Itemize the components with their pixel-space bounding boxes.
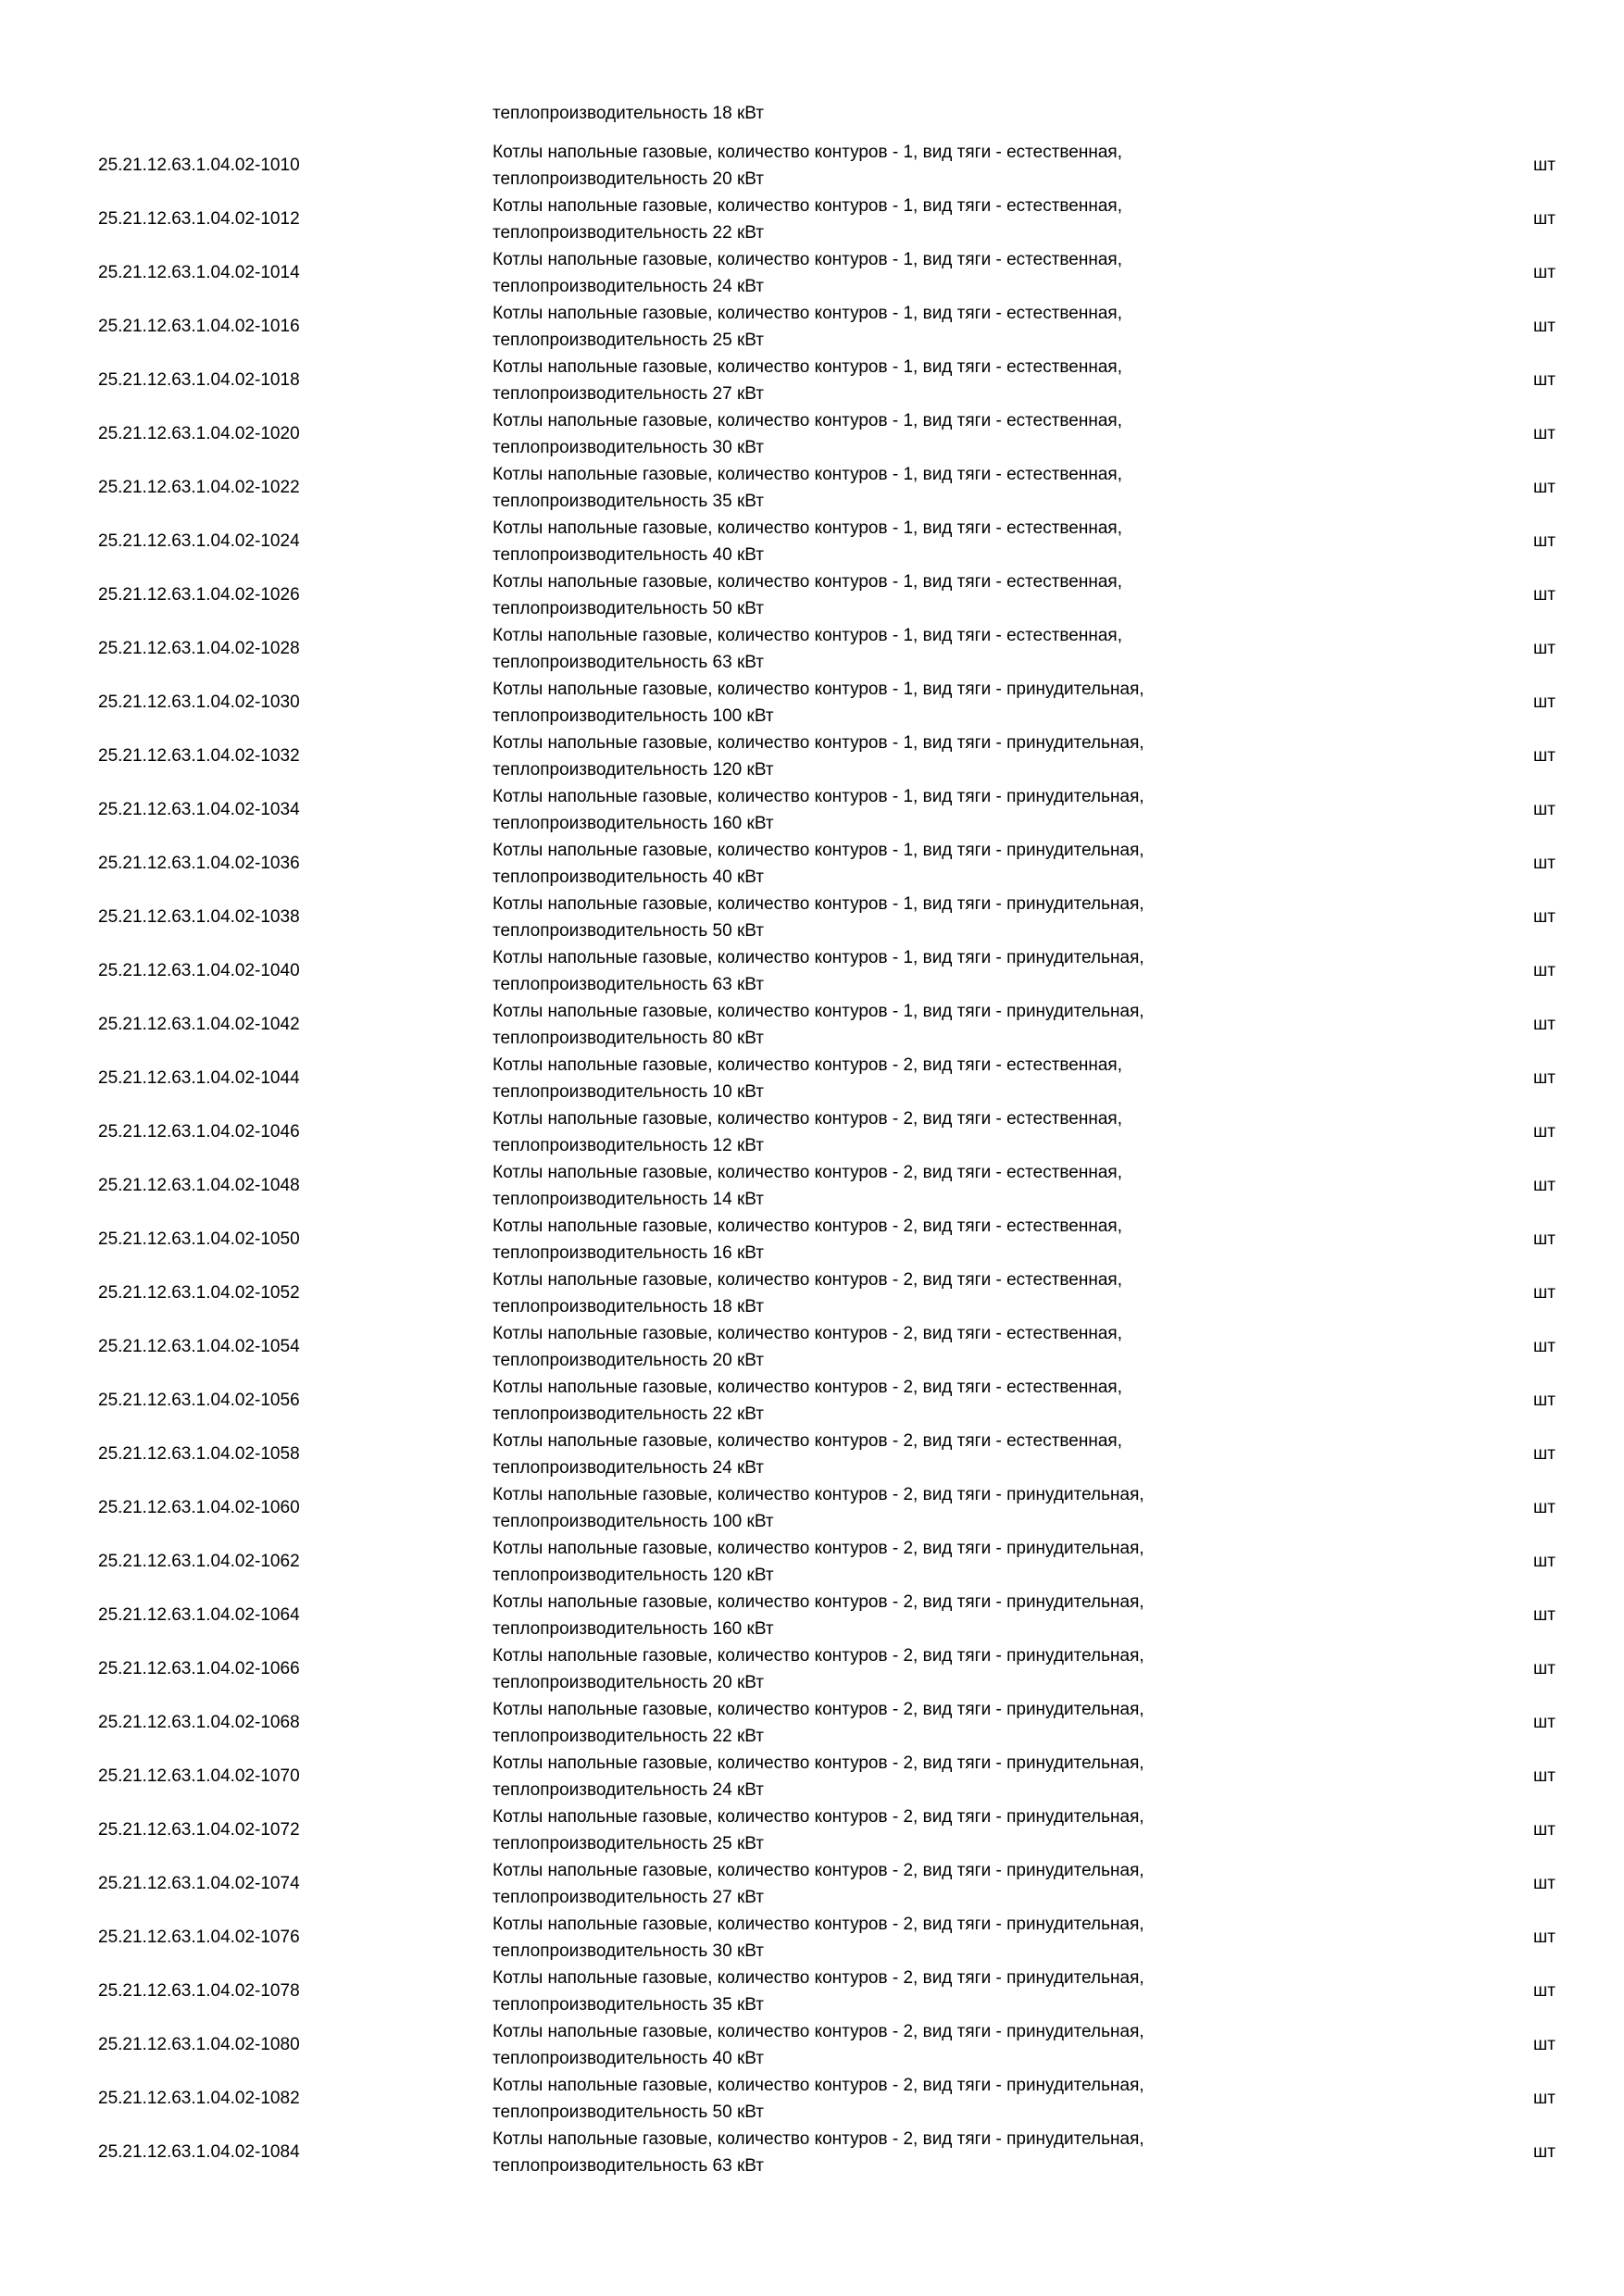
description-line-2: теплопроизводительность 50 кВт [493,921,765,941]
unit-of-measure: шт [1533,1283,1555,1303]
unit-of-measure: шт [1533,639,1555,658]
resource-code: 25.21.12.63.1.04.02-1010 [98,156,300,175]
unit-of-measure: шт [1533,585,1555,605]
resource-code: 25.21.12.63.1.04.02-1036 [98,854,300,873]
table-row [0,407,1624,461]
table-row [0,1374,1624,1428]
resource-description [493,1481,1307,1535]
description-line-1: Котлы напольные газовые, количество контуров - 1, вид тяги - естественная, [493,465,1122,484]
resource-description [493,1750,1307,1803]
resource-description [493,944,1307,998]
table-row [0,1589,1624,1642]
resource-description [493,1911,1307,1965]
unit-of-measure: шт [1533,800,1555,819]
resource-description [493,783,1307,837]
description-line-1: Котлы напольные газовые, количество контуров - 2, вид тяги - естественная, [493,1378,1122,1397]
table-row [0,1428,1624,1481]
resource-description [493,1159,1307,1213]
resource-code: 25.21.12.63.1.04.02-1062 [98,1552,300,1571]
table-row [0,300,1624,354]
table-row [0,139,1624,193]
description-line-2: теплопроизводительность 22 кВт [493,223,765,243]
description-line-1: Котлы напольные газовые, количество контуров - 1, вид тяги - принудительная, [493,787,1144,806]
description-line-2: теплопроизводительность 35 кВт [493,1995,765,2015]
description-line-1: Котлы напольные газовые, количество контуров - 2, вид тяги - принудительная, [493,1539,1144,1558]
resource-code: 25.21.12.63.1.04.02-1032 [98,746,300,766]
unit-of-measure: шт [1533,961,1555,980]
table-row [0,1857,1624,1911]
unit-of-measure: шт [1533,1552,1555,1571]
description-line-2: теплопроизводительность 80 кВт [493,1029,765,1048]
description-line-1: Котлы напольные газовые, количество контуров - 1, вид тяги - принудительная, [493,841,1144,860]
description-line-1: Котлы напольные газовые, количество контуров - 2, вид тяги - принудительная, [493,1807,1144,1827]
resource-code: 25.21.12.63.1.04.02-1040 [98,961,300,980]
table-row [0,1159,1624,1213]
description-line-1: Котлы напольные газовые, количество контуров - 2, вид тяги - принудительная, [493,1700,1144,1719]
unit-of-measure: шт [1533,1068,1555,1088]
resource-description [493,998,1307,1052]
resource-code: 25.21.12.63.1.04.02-1076 [98,1928,300,1947]
resource-code: 25.21.12.63.1.04.02-1078 [98,1981,300,2001]
unit-of-measure: шт [1533,1659,1555,1678]
description-line-1: Котлы напольные газовые, количество контуров - 2, вид тяги - принудительная, [493,2129,1144,2149]
resource-code: 25.21.12.63.1.04.02-1022 [98,478,300,497]
table-row [0,1105,1624,1159]
unit-of-measure: шт [1533,2089,1555,2108]
table-row [0,354,1624,407]
table-row [0,622,1624,676]
description-line-2: теплопроизводительность 25 кВт [493,1834,765,1853]
table-row [0,1052,1624,1105]
resource-description [493,1267,1307,1320]
resource-code: 25.21.12.63.1.04.02-1020 [98,424,300,443]
unit-of-measure: шт [1533,317,1555,336]
resource-description [493,1535,1307,1589]
table-row [0,515,1624,568]
resource-description [493,1965,1307,2018]
resource-code: 25.21.12.63.1.04.02-1074 [98,1874,300,1893]
description-line-2: теплопроизводительность 63 кВт [493,2156,765,2176]
description-line-1: Котлы напольные газовые, количество контуров - 2, вид тяги - естественная, [493,1431,1122,1451]
description-line-1: Котлы напольные газовые, количество контуров - 2, вид тяги - принудительная, [493,1915,1144,1934]
resource-code: 25.21.12.63.1.04.02-1012 [98,209,300,229]
description-line-1: Котлы напольные газовые, количество контуров - 2, вид тяги - естественная, [493,1109,1122,1129]
resource-code: 25.21.12.63.1.04.02-1064 [98,1605,300,1625]
resource-code: 25.21.12.63.1.04.02-1018 [98,370,300,390]
table-row [0,891,1624,944]
description-line-2: теплопроизводительность 30 кВт [493,1941,765,1961]
description-line-2: теплопроизводительность 100 кВт [493,706,774,726]
description-line-1: Котлы напольные газовые, количество контуров - 1, вид тяги - естественная, [493,518,1122,538]
resource-code: 25.21.12.63.1.04.02-1030 [98,693,300,712]
unit-of-measure: шт [1533,1498,1555,1517]
unit-of-measure: шт [1533,1015,1555,1034]
unit-of-measure: шт [1533,1766,1555,1786]
resource-code: 25.21.12.63.1.04.02-1068 [98,1713,300,1732]
unit-of-measure: шт [1533,370,1555,390]
description-line-2: теплопроизводительность 16 кВт [493,1243,765,1263]
resource-code: 25.21.12.63.1.04.02-1082 [98,2089,300,2108]
resource-description [493,730,1307,783]
description-line-2: теплопроизводительность 24 кВт [493,277,765,296]
table-row [0,676,1624,730]
unit-of-measure: шт [1533,1874,1555,1893]
description-line-2: теплопроизводительность 22 кВт [493,1727,765,1746]
description-line-1: Котлы напольные газовые, количество контуров - 2, вид тяги - принудительная, [493,1968,1144,1988]
resource-description [493,676,1307,730]
description-line-2: теплопроизводительность 20 кВт [493,1351,765,1370]
description-line-1: Котлы напольные газовые, количество контуров - 2, вид тяги - принудительная, [493,1753,1144,1773]
description-line-1: Котлы напольные газовые, количество контуров - 2, вид тяги - принудительная, [493,1861,1144,1880]
resource-table [0,139,1624,2179]
table-row [0,461,1624,515]
unit-of-measure: шт [1533,854,1555,873]
resource-code: 25.21.12.63.1.04.02-1044 [98,1068,300,1088]
resource-code: 25.21.12.63.1.04.02-1072 [98,1820,300,1840]
description-line-2: теплопроизводительность 25 кВт [493,331,765,350]
table-row [0,1535,1624,1589]
resource-description [493,568,1307,622]
unit-of-measure: шт [1533,1391,1555,1410]
resource-code: 25.21.12.63.1.04.02-1016 [98,317,300,336]
description-line-2: теплопроизводительность 63 кВт [493,653,765,672]
description-line-1: Котлы напольные газовые, количество контуров - 1, вид тяги - принудительная, [493,680,1144,699]
description-line-2: теплопроизводительность 24 кВт [493,1780,765,1800]
unit-of-measure: шт [1533,1122,1555,1142]
table-row [0,2126,1624,2179]
description-line-2: теплопроизводительность 20 кВт [493,169,765,189]
resource-code: 25.21.12.63.1.04.02-1066 [98,1659,300,1678]
unit-of-measure: шт [1533,2035,1555,2054]
description-line-2: теплопроизводительность 160 кВт [493,1619,774,1639]
table-row [0,1481,1624,1535]
description-line-1: Котлы напольные газовые, количество контуров - 2, вид тяги - принудительная, [493,2076,1144,2095]
resource-description [493,515,1307,568]
description-line-2: теплопроизводительность 14 кВт [493,1190,765,1209]
unit-of-measure: шт [1533,1444,1555,1464]
resource-description [493,837,1307,891]
description-line-1: Котлы напольные газовые, количество контуров - 2, вид тяги - принудительная, [493,1592,1144,1612]
description-line-2: теплопроизводительность 50 кВт [493,599,765,618]
table-row [0,246,1624,300]
unit-of-measure: шт [1533,424,1555,443]
table-row [0,998,1624,1052]
description-line-1: Котлы напольные газовые, количество контуров - 2, вид тяги - естественная, [493,1055,1122,1075]
description-line-2: теплопроизводительность 20 кВт [493,1673,765,1692]
unit-of-measure: шт [1533,209,1555,229]
description-line-2: теплопроизводительность 18 кВт [493,1297,765,1316]
resource-description [493,461,1307,515]
unit-of-measure: шт [1533,1605,1555,1625]
description-line-2: теплопроизводительность 50 кВт [493,2103,765,2122]
resource-code: 25.21.12.63.1.04.02-1014 [98,263,300,282]
table-row [0,944,1624,998]
table-row [0,1320,1624,1374]
unit-of-measure: шт [1533,156,1555,175]
unit-of-measure: шт [1533,2142,1555,2162]
description-line-1: Котлы напольные газовые, количество контуров - 1, вид тяги - естественная, [493,143,1122,162]
resource-description [493,2018,1307,2072]
resource-code: 25.21.12.63.1.04.02-1050 [98,1229,300,1249]
description-line-1: Котлы напольные газовые, количество контуров - 1, вид тяги - естественная, [493,626,1122,645]
description-line-1: Котлы напольные газовые, количество контуров - 2, вид тяги - естественная, [493,1163,1122,1182]
resource-description [493,1642,1307,1696]
resource-code: 25.21.12.63.1.04.02-1028 [98,639,300,658]
unit-of-measure: шт [1533,1820,1555,1840]
description-line-2: теплопроизводительность 27 кВт [493,384,765,404]
description-line-1: Котлы напольные газовые, количество контуров - 1, вид тяги - принудительная, [493,948,1144,967]
unit-of-measure: шт [1533,1229,1555,1249]
resource-code: 25.21.12.63.1.04.02-1080 [98,2035,300,2054]
table-row [0,1803,1624,1857]
resource-code: 25.21.12.63.1.04.02-1058 [98,1444,300,1464]
table-row [0,1696,1624,1750]
description-line-1: Котлы напольные газовые, количество контуров - 2, вид тяги - принудительная, [493,2022,1144,2041]
resource-code: 25.21.12.63.1.04.02-1046 [98,1122,300,1142]
description-line-1: Котлы напольные газовые, количество контуров - 1, вид тяги - естественная, [493,572,1122,592]
unit-of-measure: шт [1533,1981,1555,2001]
resource-description [493,1213,1307,1267]
unit-of-measure: шт [1533,263,1555,282]
resource-code: 25.21.12.63.1.04.02-1060 [98,1498,300,1517]
resource-description [493,622,1307,676]
description-line-2: теплопроизводительность 27 кВт [493,1888,765,1907]
resource-code: 25.21.12.63.1.04.02-1042 [98,1015,300,1034]
resource-code: 25.21.12.63.1.04.02-1024 [98,531,300,551]
description-line-2: теплопроизводительность 100 кВт [493,1512,774,1531]
resource-code: 25.21.12.63.1.04.02-1048 [98,1176,300,1195]
table-row [0,193,1624,246]
resource-description [493,1052,1307,1105]
description-line-1: Котлы напольные газовые, количество контуров - 2, вид тяги - естественная, [493,1270,1122,1290]
unit-of-measure: шт [1533,907,1555,927]
resource-description [493,2072,1307,2126]
unit-of-measure: шт [1533,746,1555,766]
resource-description [493,407,1307,461]
description-line-1: Котлы напольные газовые, количество контуров - 1, вид тяги - естественная, [493,304,1122,323]
resource-description [493,1374,1307,1428]
table-row [0,837,1624,891]
table-row [0,1911,1624,1965]
resource-description [493,139,1307,193]
table-row [0,1965,1624,2018]
table-row [0,1267,1624,1320]
table-row [0,1213,1624,1267]
resource-description [493,1696,1307,1750]
unit-of-measure: шт [1533,1337,1555,1356]
unit-of-measure: шт [1533,693,1555,712]
resource-description [493,891,1307,944]
table-row [0,1750,1624,1803]
resource-description [493,354,1307,407]
description-line-1: Котлы напольные газовые, количество контуров - 1, вид тяги - естественная, [493,411,1122,430]
resource-description [493,2126,1307,2179]
resource-description [493,1803,1307,1857]
description-line-1: Котлы напольные газовые, количество контуров - 1, вид тяги - принудительная, [493,1002,1144,1021]
description-line-1: Котлы напольные газовые, количество контуров - 2, вид тяги - принудительная, [493,1646,1144,1666]
continuation-text: теплопроизводительность 18 кВт [493,104,765,123]
description-line-1: Котлы напольные газовые, количество контуров - 1, вид тяги - принудительная, [493,894,1144,914]
resource-description [493,1428,1307,1481]
description-line-2: теплопроизводительность 22 кВт [493,1404,765,1424]
unit-of-measure: шт [1533,1176,1555,1195]
description-line-2: теплопроизводительность 40 кВт [493,2049,765,2068]
description-line-2: теплопроизводительность 120 кВт [493,1566,774,1585]
resource-description [493,246,1307,300]
unit-of-measure: шт [1533,531,1555,551]
description-line-2: теплопроизводительность 40 кВт [493,545,765,565]
table-row [0,1642,1624,1696]
description-line-2: теплопроизводительность 35 кВт [493,492,765,511]
resource-code: 25.21.12.63.1.04.02-1056 [98,1391,300,1410]
table-row [0,2018,1624,2072]
resource-code: 25.21.12.63.1.04.02-1070 [98,1766,300,1786]
resource-code: 25.21.12.63.1.04.02-1034 [98,800,300,819]
unit-of-measure: шт [1533,1928,1555,1947]
resource-code: 25.21.12.63.1.04.02-1054 [98,1337,300,1356]
resource-description [493,193,1307,246]
description-line-1: Котлы напольные газовые, количество контуров - 2, вид тяги - естественная, [493,1324,1122,1343]
description-line-1: Котлы напольные газовые, количество контуров - 1, вид тяги - естественная, [493,196,1122,216]
resource-code: 25.21.12.63.1.04.02-1038 [98,907,300,927]
description-line-2: теплопроизводительность 30 кВт [493,438,765,457]
table-row [0,568,1624,622]
description-line-1: Котлы напольные газовые, количество контуров - 1, вид тяги - естественная, [493,357,1122,377]
description-line-1: Котлы напольные газовые, количество контуров - 1, вид тяги - естественная, [493,250,1122,269]
resource-code: 25.21.12.63.1.04.02-1052 [98,1283,300,1303]
unit-of-measure: шт [1533,1713,1555,1732]
unit-of-measure: шт [1533,478,1555,497]
description-line-2: теплопроизводительность 40 кВт [493,867,765,887]
table-row [0,730,1624,783]
table-row [0,783,1624,837]
description-line-1: Котлы напольные газовые, количество контуров - 2, вид тяги - принудительная, [493,1485,1144,1504]
description-line-2: теплопроизводительность 120 кВт [493,760,774,780]
table-row [0,2072,1624,2126]
description-line-1: Котлы напольные газовые, количество контуров - 1, вид тяги - принудительная, [493,733,1144,753]
resource-description [493,300,1307,354]
resource-code: 25.21.12.63.1.04.02-1026 [98,585,300,605]
description-line-2: теплопроизводительность 12 кВт [493,1136,765,1155]
description-line-2: теплопроизводительность 10 кВт [493,1082,765,1102]
resource-description [493,1320,1307,1374]
description-line-1: Котлы напольные газовые, количество контуров - 2, вид тяги - естественная, [493,1217,1122,1236]
resource-description [493,1857,1307,1911]
description-line-2: теплопроизводительность 63 кВт [493,975,765,994]
resource-description [493,1105,1307,1159]
resource-code: 25.21.12.63.1.04.02-1084 [98,2142,300,2162]
description-line-2: теплопроизводительность 160 кВт [493,814,774,833]
description-line-2: теплопроизводительность 24 кВт [493,1458,765,1478]
resource-description [493,1589,1307,1642]
